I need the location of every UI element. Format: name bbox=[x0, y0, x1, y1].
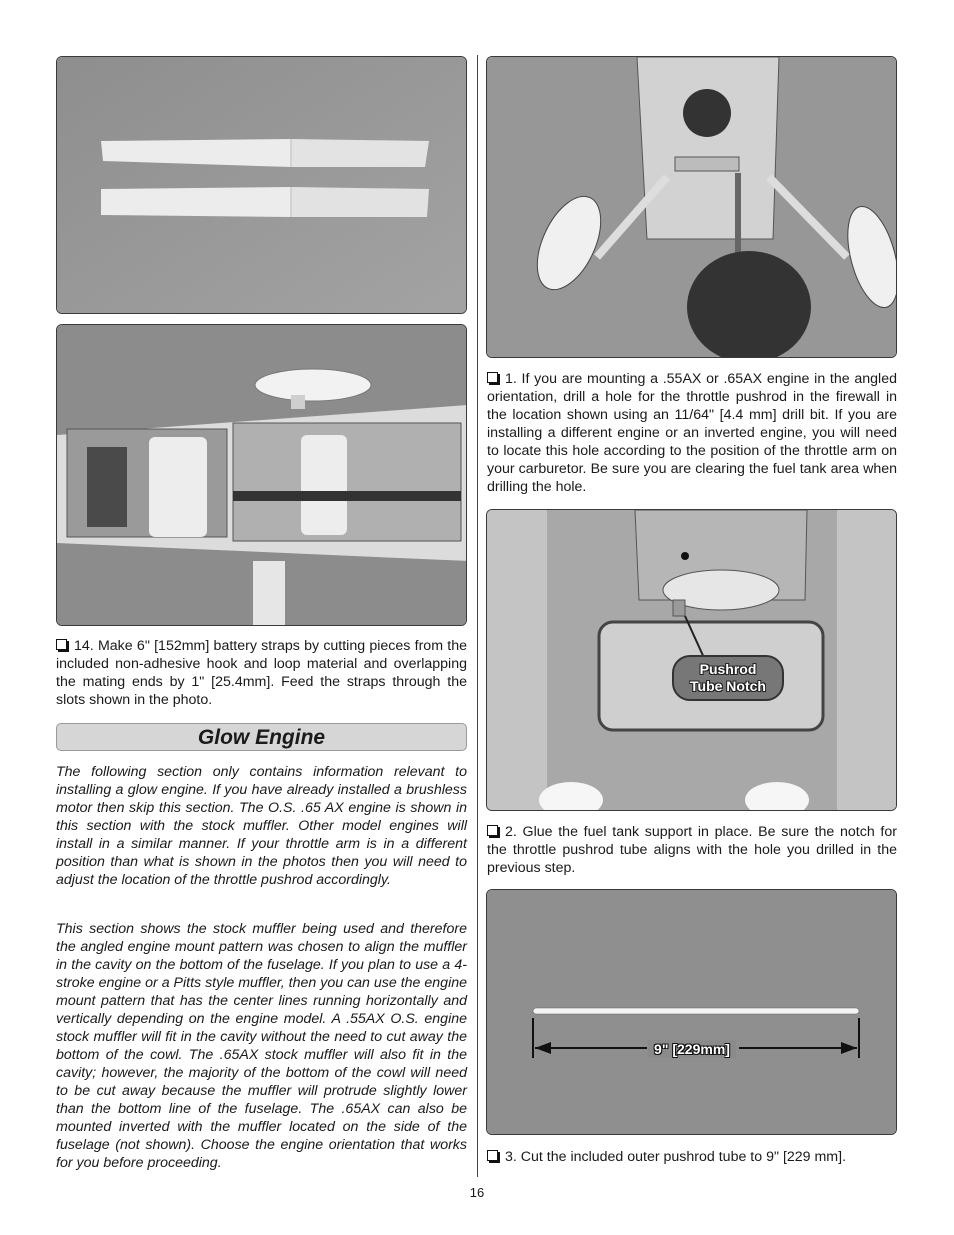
callout-line-2: Tube Notch bbox=[690, 678, 766, 694]
intro-paragraph-1: The following section only contains information relevant to installing a glow engine. If you have already installed a brushless motor then skip this section. The O.S. .65 AX engine is shown in this section with the stock muffler. Other model engines will install in a similar manner. If your throttle arm is in a different position than what is shown in the photos then you will need to adjust the location of the throttle pushrod accordingly. bbox=[56, 764, 467, 888]
section-heading-text: Glow Engine bbox=[197, 726, 326, 749]
section-heading-glow-engine bbox=[56, 723, 467, 751]
battery-straps-photo bbox=[56, 56, 467, 314]
step-2-body: 2. Glue the fuel tank support in place. Be sure the notch for the throttle pushrod tube aligns with the hole you drilled in the previous step. bbox=[487, 824, 897, 876]
step-14-text bbox=[56, 637, 467, 709]
column-divider bbox=[477, 55, 478, 1177]
fuselage-battery-tray-photo bbox=[56, 324, 467, 626]
step-14-body: 14. Make 6" [152mm] battery straps by cutting pieces from the included non-adhesive hook and loop material and overlapping the mating ends by 1" [25.4mm]. Feed the straps through the slots shown in the photo. bbox=[56, 638, 467, 708]
checkbox-icon[interactable] bbox=[487, 825, 498, 836]
pushrod-length-label: 9" [229mm] bbox=[648, 1040, 736, 1058]
pushrod-tube-photo bbox=[486, 889, 897, 1135]
callout-line-1: Pushrod bbox=[699, 661, 757, 677]
step-2-text bbox=[487, 823, 897, 877]
pushrod-tube-notch-callout bbox=[672, 655, 784, 701]
step-3-body: 3. Cut the included outer pushrod tube to 9" [229 mm]. bbox=[505, 1149, 847, 1165]
intro-paragraph-2: This section shows the stock muffler being used and therefore the angled engine mount pattern was chosen to align the muffler in the cavity on the bottom of the fuselage. If you plan to use a 4-stroke engine or a Pitts style muffler, then you can use the engine mount pattern that has the center lines running horizontally and vertically depending on the engine model. A .55AX O.S. engine stock muffler will fit in the cavity without the need to cut away the bottom of the cowl. The .65AX stock muffler will also fit in the cavity; however, the majority of the bottom of the cowl will need to be cut away because the muffler will protrude slightly lower than the bottom line of the fuselage. The .65AX can also be mounted inverted with the muffler located on the side of the fuselage (not shown). Choose the engine orientation that works for you before proceeding. bbox=[56, 921, 467, 1171]
page-number: 16 bbox=[469, 1185, 485, 1200]
step-1-text bbox=[487, 370, 897, 496]
checkbox-icon[interactable] bbox=[487, 1150, 498, 1161]
checkbox-icon[interactable] bbox=[487, 372, 498, 383]
checkbox-icon[interactable] bbox=[56, 639, 67, 650]
step-1-body: 1. If you are mounting a .55AX or .65AX engine in the angled orientation, drill a hole for the throttle pushrod in the firewall in the location shown using an 11/64" [4.4 mm] drill bit. If you are installing a different engine or an inverted engine, you will need to locate this hole according to the position of the throttle arm on your carburetor. Be sure you are clearing the fuel tank area when drilling the hole. bbox=[487, 371, 897, 495]
firewall-drilling-photo bbox=[486, 56, 897, 358]
step-3-text bbox=[487, 1148, 897, 1166]
